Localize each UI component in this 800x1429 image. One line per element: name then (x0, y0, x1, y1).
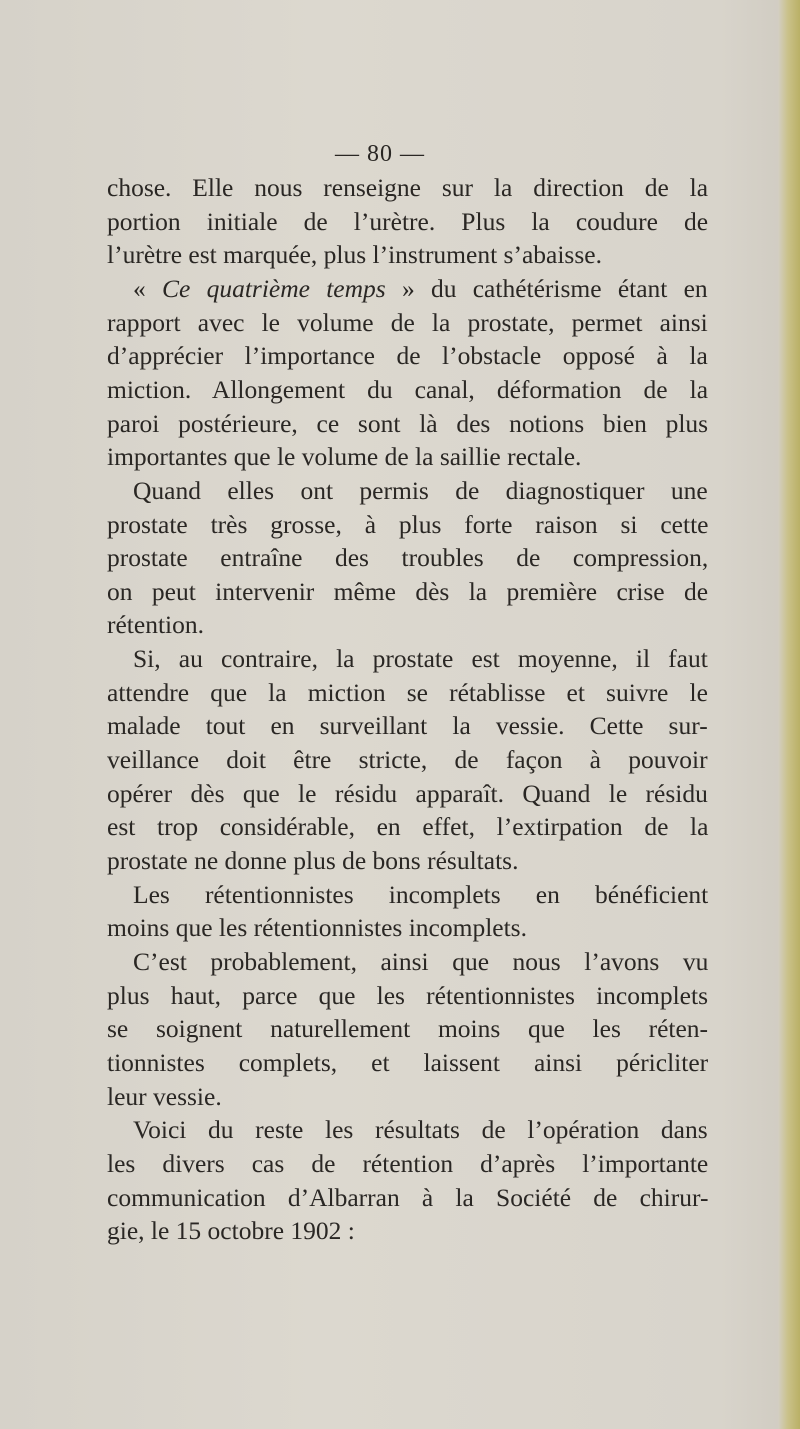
text-line: rapport avec le volume de la prostate, permet ainsi (107, 307, 708, 337)
text-line: paroi postérieure, ce sont là des notions bien plus (107, 408, 709, 438)
text-line: miction. Allongement du canal, déformation de la (107, 374, 709, 404)
text-line: prostate entraîne des troubles de compression, (107, 543, 709, 573)
text-line: prostate ne donne plus de bons résultats. (107, 846, 519, 875)
text-line: d’apprécier l’importance de l’obstacle opposé à la (107, 341, 708, 371)
text-line: Quand elles ont permis de diagnostiquer une (133, 475, 708, 505)
text-line: Les rétentionnistes incomplets en bénéficient (133, 879, 709, 909)
text-line: leur vessie. (107, 1081, 222, 1111)
text-line: rétention. (107, 610, 205, 640)
text-line: l’urètre est marquée, plus l’instrument s’abaisse. (107, 240, 602, 270)
text-line: est trop considérable, en effet, l’extirpation de la (107, 812, 709, 842)
text-line: « Ce quatrième temps » du cathétérisme étant en (133, 273, 708, 303)
text-line: on peut intervenir même dès la première crise de (107, 576, 709, 606)
text-line: importantes que le volume de la saillie rectale. (107, 442, 582, 472)
text-line: gie, le 15 octobre 1902 : (107, 1216, 355, 1246)
text-line: tionnistes complets, et laissent ainsi péricliter (107, 1047, 709, 1077)
text-line: plus haut, parce que les rétentionnistes incomplets (107, 980, 708, 1010)
text-line: veillance doit être stricte, de façon à pouvoir (107, 745, 708, 775)
text-line: Si, au contraire, la prostate est moyenne, il faut (133, 644, 708, 674)
text-line: attendre que la miction se rétablisse et suivre le (107, 677, 708, 707)
text-line: moins que les rétentionnistes incomplets. (107, 913, 527, 943)
text-line: les divers cas de rétention d’après l’importante (107, 1148, 709, 1178)
text-line: chose. Elle nous renseigne sur la direction de la (107, 173, 709, 202)
italic-phrase: Ce quatrième temps (162, 273, 386, 303)
text-line: se soignent naturellement moins que les réten- (107, 1014, 709, 1044)
text-line: portion initiale de l’urètre. Plus la coudure de (107, 206, 709, 236)
text-line: malade tout en surveillant la vessie. Cette sur- (107, 711, 708, 741)
text-line: communication d’Albarran à la Société de chirur- (107, 1182, 709, 1212)
text-line: C’est probablement, ainsi que nous l’avons vu (133, 946, 709, 976)
text-line: prostate très grosse, à plus forte raison si cette (107, 509, 709, 539)
page-number: — 80 — (335, 141, 425, 167)
text-line: Voici du reste les résultats de l’opération dans (133, 1115, 708, 1145)
text-line: opérer dès que le résidu apparaît. Quand le résidu (107, 778, 708, 808)
